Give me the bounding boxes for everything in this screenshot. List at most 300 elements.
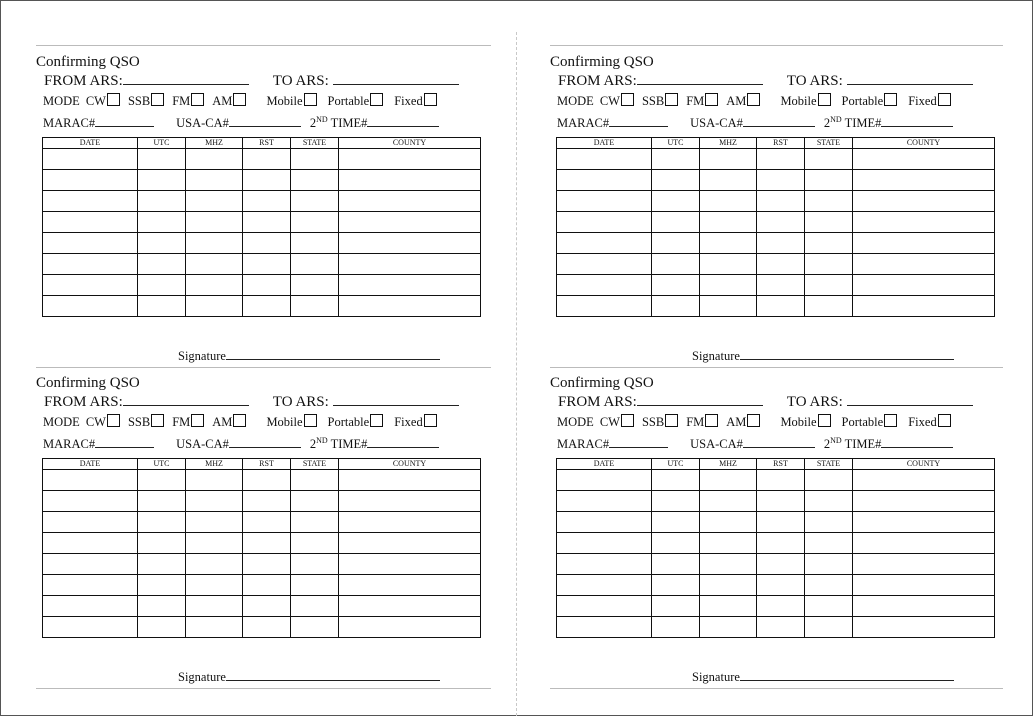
log-cell[interactable] bbox=[186, 491, 243, 512]
log-cell[interactable] bbox=[186, 233, 243, 254]
id-row bbox=[43, 434, 439, 452]
log-cell[interactable] bbox=[138, 575, 186, 596]
checkbox[interactable] bbox=[191, 414, 204, 427]
log-cell[interactable] bbox=[186, 275, 243, 296]
checkbox[interactable] bbox=[818, 414, 831, 427]
checkbox[interactable] bbox=[370, 414, 383, 427]
mode-option-fm[interactable] bbox=[686, 414, 718, 430]
log-cell[interactable] bbox=[853, 233, 995, 254]
log-cell[interactable] bbox=[700, 596, 757, 617]
mode-option-cw[interactable] bbox=[600, 93, 634, 109]
log-cell[interactable] bbox=[291, 275, 339, 296]
log-cell[interactable] bbox=[186, 212, 243, 233]
log-cell[interactable] bbox=[853, 554, 995, 575]
qso-log-table bbox=[42, 458, 481, 638]
log-cell[interactable] bbox=[43, 254, 138, 275]
log-cell[interactable] bbox=[243, 191, 291, 212]
log-cell[interactable] bbox=[43, 491, 138, 512]
log-cell[interactable] bbox=[805, 212, 853, 233]
checkbox[interactable] bbox=[665, 414, 678, 427]
log-cell[interactable] bbox=[43, 275, 138, 296]
log-cell[interactable] bbox=[43, 575, 138, 596]
log-cell[interactable] bbox=[339, 491, 481, 512]
log-cell[interactable] bbox=[339, 296, 481, 317]
log-cell[interactable] bbox=[805, 170, 853, 191]
checkbox[interactable] bbox=[424, 414, 437, 427]
log-cell[interactable] bbox=[757, 233, 805, 254]
marac-field[interactable] bbox=[95, 434, 154, 448]
log-cell[interactable] bbox=[652, 491, 700, 512]
log-cell[interactable] bbox=[700, 512, 757, 533]
usaca-field[interactable] bbox=[743, 434, 815, 448]
signature-field[interactable] bbox=[740, 347, 954, 360]
mode-option-ssb[interactable] bbox=[642, 93, 678, 109]
log-cell[interactable] bbox=[138, 596, 186, 617]
log-cell[interactable] bbox=[557, 575, 652, 596]
marac-field[interactable] bbox=[609, 113, 668, 127]
log-cell[interactable] bbox=[339, 533, 481, 554]
log-cell[interactable] bbox=[339, 254, 481, 275]
log-cell[interactable] bbox=[700, 575, 757, 596]
column-header-utc: UTC bbox=[652, 459, 700, 470]
checkbox[interactable] bbox=[304, 414, 317, 427]
mode-option-fm[interactable] bbox=[172, 93, 204, 109]
checkbox[interactable] bbox=[818, 93, 831, 106]
log-cell[interactable] bbox=[805, 554, 853, 575]
log-cell[interactable] bbox=[339, 275, 481, 296]
log-cell[interactable] bbox=[757, 191, 805, 212]
log-cell[interactable] bbox=[853, 491, 995, 512]
mode-option-am[interactable] bbox=[726, 414, 760, 430]
checkbox[interactable] bbox=[938, 93, 951, 106]
usaca-field[interactable] bbox=[229, 113, 301, 127]
log-cell[interactable] bbox=[43, 233, 138, 254]
time-field[interactable] bbox=[367, 434, 439, 448]
qsl-card bbox=[550, 53, 1006, 373]
log-cell[interactable] bbox=[339, 233, 481, 254]
log-cell[interactable] bbox=[339, 596, 481, 617]
from-ars-label: FROM ARS: bbox=[44, 394, 123, 410]
log-cell[interactable] bbox=[291, 512, 339, 533]
log-cell[interactable] bbox=[186, 575, 243, 596]
checkbox[interactable] bbox=[705, 414, 718, 427]
log-cell[interactable] bbox=[339, 191, 481, 212]
table-row bbox=[43, 296, 481, 317]
log-cell[interactable] bbox=[243, 296, 291, 317]
station-option-portable[interactable] bbox=[842, 93, 898, 109]
log-cell[interactable] bbox=[700, 617, 757, 638]
log-cell[interactable] bbox=[138, 149, 186, 170]
log-cell[interactable] bbox=[186, 170, 243, 191]
log-cell[interactable] bbox=[557, 212, 652, 233]
checkbox[interactable] bbox=[884, 93, 897, 106]
log-cell[interactable] bbox=[557, 554, 652, 575]
log-cell[interactable] bbox=[243, 212, 291, 233]
log-cell[interactable] bbox=[700, 491, 757, 512]
log-cell[interactable] bbox=[757, 596, 805, 617]
log-cell[interactable] bbox=[652, 170, 700, 191]
log-cell[interactable] bbox=[805, 575, 853, 596]
log-cell[interactable] bbox=[652, 554, 700, 575]
log-cell[interactable] bbox=[557, 512, 652, 533]
signature-field[interactable] bbox=[226, 347, 440, 360]
mode-row bbox=[43, 414, 437, 430]
log-cell[interactable] bbox=[186, 191, 243, 212]
log-cell[interactable] bbox=[757, 617, 805, 638]
log-cell[interactable] bbox=[243, 596, 291, 617]
log-cell[interactable] bbox=[652, 233, 700, 254]
log-cell[interactable] bbox=[805, 596, 853, 617]
log-cell[interactable] bbox=[757, 533, 805, 554]
log-cell[interactable] bbox=[557, 533, 652, 554]
from-ars-field[interactable] bbox=[637, 392, 763, 406]
log-cell[interactable] bbox=[291, 296, 339, 317]
from-ars-field[interactable] bbox=[123, 71, 249, 85]
log-cell[interactable] bbox=[652, 275, 700, 296]
mode-option-fm[interactable] bbox=[172, 414, 204, 430]
log-cell[interactable] bbox=[652, 533, 700, 554]
log-cell[interactable] bbox=[291, 617, 339, 638]
log-cell[interactable] bbox=[853, 149, 995, 170]
log-cell[interactable] bbox=[652, 296, 700, 317]
checkbox[interactable] bbox=[151, 93, 164, 106]
log-cell[interactable] bbox=[700, 170, 757, 191]
from-ars-field[interactable] bbox=[637, 71, 763, 85]
log-cell[interactable] bbox=[243, 617, 291, 638]
log-cell[interactable] bbox=[339, 554, 481, 575]
station-option-label: Fixed bbox=[908, 94, 937, 108]
usaca-field[interactable] bbox=[229, 434, 301, 448]
to-ars-label: TO ARS: bbox=[272, 394, 329, 410]
log-cell[interactable] bbox=[186, 554, 243, 575]
log-cell[interactable] bbox=[186, 512, 243, 533]
log-cell[interactable] bbox=[557, 296, 652, 317]
log-cell[interactable] bbox=[700, 470, 757, 491]
log-cell[interactable] bbox=[805, 617, 853, 638]
log-cell[interactable] bbox=[138, 191, 186, 212]
log-cell[interactable] bbox=[805, 191, 853, 212]
log-cell[interactable] bbox=[557, 617, 652, 638]
log-cell[interactable] bbox=[291, 533, 339, 554]
mode-row bbox=[557, 414, 951, 430]
checkbox[interactable] bbox=[884, 414, 897, 427]
log-cell[interactable] bbox=[138, 491, 186, 512]
mode-option-am[interactable] bbox=[212, 414, 246, 430]
table-row bbox=[557, 512, 995, 533]
log-cell[interactable] bbox=[757, 212, 805, 233]
log-cell[interactable] bbox=[138, 554, 186, 575]
log-cell[interactable] bbox=[138, 470, 186, 491]
log-cell[interactable] bbox=[243, 575, 291, 596]
id-row bbox=[43, 113, 439, 131]
station-option-portable[interactable] bbox=[328, 93, 384, 109]
log-cell[interactable] bbox=[138, 170, 186, 191]
log-cell[interactable] bbox=[291, 170, 339, 191]
log-cell[interactable] bbox=[138, 254, 186, 275]
station-option-portable[interactable] bbox=[842, 414, 898, 430]
log-cell[interactable] bbox=[43, 512, 138, 533]
log-cell[interactable] bbox=[652, 512, 700, 533]
mode-option-label: CW bbox=[85, 94, 106, 108]
station-option-fixed[interactable] bbox=[908, 414, 950, 430]
log-cell[interactable] bbox=[700, 275, 757, 296]
log-cell[interactable] bbox=[291, 254, 339, 275]
log-cell[interactable] bbox=[700, 296, 757, 317]
checkbox[interactable] bbox=[233, 93, 246, 106]
qso-log-table bbox=[556, 137, 995, 317]
log-cell[interactable] bbox=[557, 275, 652, 296]
marac-field[interactable] bbox=[95, 113, 154, 127]
log-cell[interactable] bbox=[757, 170, 805, 191]
log-cell[interactable] bbox=[138, 212, 186, 233]
mode-option-ssb[interactable] bbox=[128, 414, 164, 430]
usaca-field[interactable] bbox=[743, 113, 815, 127]
mode-option-ssb[interactable] bbox=[642, 414, 678, 430]
usaca-label: USA-CA# bbox=[176, 437, 229, 451]
log-cell[interactable] bbox=[700, 212, 757, 233]
log-cell[interactable] bbox=[700, 254, 757, 275]
column-header-date: DATE bbox=[557, 138, 652, 149]
log-cell[interactable] bbox=[43, 554, 138, 575]
column-header-county: COUNTY bbox=[853, 138, 995, 149]
mode-option-cw[interactable] bbox=[600, 414, 634, 430]
checkbox[interactable] bbox=[621, 93, 634, 106]
log-cell[interactable] bbox=[291, 149, 339, 170]
log-cell[interactable] bbox=[291, 233, 339, 254]
log-cell[interactable] bbox=[557, 254, 652, 275]
log-cell[interactable] bbox=[43, 470, 138, 491]
log-cell[interactable] bbox=[138, 617, 186, 638]
station-option-fixed[interactable] bbox=[394, 93, 436, 109]
mode-option-fm[interactable] bbox=[686, 93, 718, 109]
log-cell[interactable] bbox=[757, 512, 805, 533]
log-cell[interactable] bbox=[805, 149, 853, 170]
station-option-mobile[interactable] bbox=[266, 93, 316, 109]
log-cell[interactable] bbox=[853, 575, 995, 596]
log-cell[interactable] bbox=[853, 191, 995, 212]
station-option-fixed[interactable] bbox=[394, 414, 436, 430]
checkbox[interactable] bbox=[621, 414, 634, 427]
to-ars-field[interactable] bbox=[333, 392, 459, 406]
log-cell[interactable] bbox=[186, 149, 243, 170]
log-cell[interactable] bbox=[757, 575, 805, 596]
log-cell[interactable] bbox=[339, 149, 481, 170]
log-cell[interactable] bbox=[853, 617, 995, 638]
log-cell[interactable] bbox=[138, 275, 186, 296]
checkbox[interactable] bbox=[107, 93, 120, 106]
log-cell[interactable] bbox=[291, 191, 339, 212]
log-cell[interactable] bbox=[700, 149, 757, 170]
signature-field[interactable] bbox=[226, 668, 440, 681]
log-cell[interactable] bbox=[243, 275, 291, 296]
log-cell[interactable] bbox=[805, 512, 853, 533]
checkbox[interactable] bbox=[233, 414, 246, 427]
log-cell[interactable] bbox=[652, 575, 700, 596]
log-cell[interactable] bbox=[243, 512, 291, 533]
log-cell[interactable] bbox=[186, 296, 243, 317]
log-cell[interactable] bbox=[652, 149, 700, 170]
log-cell[interactable] bbox=[291, 596, 339, 617]
log-cell[interactable] bbox=[339, 512, 481, 533]
log-cell[interactable] bbox=[853, 296, 995, 317]
log-cell[interactable] bbox=[557, 596, 652, 617]
log-cell[interactable] bbox=[652, 254, 700, 275]
log-cell[interactable] bbox=[853, 275, 995, 296]
log-cell[interactable] bbox=[700, 233, 757, 254]
station-option-portable[interactable] bbox=[328, 414, 384, 430]
log-cell[interactable] bbox=[138, 533, 186, 554]
marac-field[interactable] bbox=[609, 434, 668, 448]
to-ars-field[interactable] bbox=[847, 392, 973, 406]
log-cell[interactable] bbox=[805, 275, 853, 296]
log-cell[interactable] bbox=[557, 491, 652, 512]
log-cell[interactable] bbox=[805, 533, 853, 554]
column-header-date: DATE bbox=[43, 459, 138, 470]
signature-field[interactable] bbox=[740, 668, 954, 681]
log-cell[interactable] bbox=[853, 533, 995, 554]
log-cell[interactable] bbox=[339, 212, 481, 233]
log-cell[interactable] bbox=[243, 491, 291, 512]
log-cell[interactable] bbox=[43, 533, 138, 554]
log-cell[interactable] bbox=[853, 254, 995, 275]
log-cell[interactable] bbox=[757, 491, 805, 512]
log-cell[interactable] bbox=[243, 533, 291, 554]
to-ars-field[interactable] bbox=[333, 71, 459, 85]
log-cell[interactable] bbox=[43, 296, 138, 317]
log-cell[interactable] bbox=[138, 233, 186, 254]
log-cell[interactable] bbox=[700, 533, 757, 554]
log-cell[interactable] bbox=[853, 170, 995, 191]
time-field[interactable] bbox=[881, 113, 953, 127]
mode-option-ssb[interactable] bbox=[128, 93, 164, 109]
checkbox[interactable] bbox=[151, 414, 164, 427]
log-cell[interactable] bbox=[557, 149, 652, 170]
log-cell[interactable] bbox=[805, 470, 853, 491]
checkbox[interactable] bbox=[665, 93, 678, 106]
log-cell[interactable] bbox=[43, 212, 138, 233]
log-cell[interactable] bbox=[700, 554, 757, 575]
log-cell[interactable] bbox=[186, 533, 243, 554]
log-cell[interactable] bbox=[853, 212, 995, 233]
log-cell[interactable] bbox=[757, 254, 805, 275]
log-cell[interactable] bbox=[700, 191, 757, 212]
second-prefix: 2 bbox=[823, 437, 831, 451]
log-cell[interactable] bbox=[291, 212, 339, 233]
log-cell[interactable] bbox=[291, 470, 339, 491]
log-cell[interactable] bbox=[652, 596, 700, 617]
checkbox[interactable] bbox=[370, 93, 383, 106]
log-cell[interactable] bbox=[243, 254, 291, 275]
table-row bbox=[557, 191, 995, 212]
column-header-state: STATE bbox=[805, 459, 853, 470]
mode-option-am[interactable] bbox=[212, 93, 246, 109]
log-cell[interactable] bbox=[43, 170, 138, 191]
log-cell[interactable] bbox=[652, 617, 700, 638]
log-cell[interactable] bbox=[186, 596, 243, 617]
column-header-rst: RST bbox=[757, 459, 805, 470]
log-cell[interactable] bbox=[757, 149, 805, 170]
station-option-mobile[interactable] bbox=[780, 414, 830, 430]
checkbox[interactable] bbox=[747, 414, 760, 427]
log-cell[interactable] bbox=[243, 233, 291, 254]
checkbox[interactable] bbox=[747, 93, 760, 106]
log-cell[interactable] bbox=[805, 491, 853, 512]
checkbox[interactable] bbox=[705, 93, 718, 106]
log-cell[interactable] bbox=[43, 617, 138, 638]
log-cell[interactable] bbox=[557, 233, 652, 254]
to-ars-field[interactable] bbox=[847, 71, 973, 85]
mode-option-cw[interactable] bbox=[86, 93, 120, 109]
log-cell[interactable] bbox=[291, 491, 339, 512]
table-row bbox=[557, 254, 995, 275]
log-cell[interactable] bbox=[757, 296, 805, 317]
log-cell[interactable] bbox=[757, 470, 805, 491]
station-option-mobile[interactable] bbox=[780, 93, 830, 109]
log-cell[interactable] bbox=[138, 296, 186, 317]
log-cell[interactable] bbox=[652, 470, 700, 491]
log-cell[interactable] bbox=[291, 575, 339, 596]
log-cell[interactable] bbox=[339, 575, 481, 596]
time-field[interactable] bbox=[881, 434, 953, 448]
log-cell[interactable] bbox=[652, 212, 700, 233]
checkbox[interactable] bbox=[938, 414, 951, 427]
time-field[interactable] bbox=[367, 113, 439, 127]
log-cell[interactable] bbox=[43, 596, 138, 617]
log-cell[interactable] bbox=[339, 170, 481, 191]
log-cell[interactable] bbox=[43, 149, 138, 170]
log-cell[interactable] bbox=[243, 170, 291, 191]
checkbox[interactable] bbox=[107, 414, 120, 427]
mode-option-am[interactable] bbox=[726, 93, 760, 109]
log-cell[interactable] bbox=[291, 554, 339, 575]
log-cell[interactable] bbox=[853, 596, 995, 617]
checkbox[interactable] bbox=[191, 93, 204, 106]
column-header-rst: RST bbox=[757, 138, 805, 149]
log-cell[interactable] bbox=[339, 470, 481, 491]
log-cell[interactable] bbox=[805, 254, 853, 275]
log-cell[interactable] bbox=[652, 191, 700, 212]
station-option-label: Mobile bbox=[780, 415, 817, 429]
log-cell[interactable] bbox=[243, 554, 291, 575]
log-cell[interactable] bbox=[557, 470, 652, 491]
log-cell[interactable] bbox=[805, 233, 853, 254]
checkbox[interactable] bbox=[424, 93, 437, 106]
log-cell[interactable] bbox=[757, 275, 805, 296]
from-ars-field[interactable] bbox=[123, 392, 249, 406]
log-cell[interactable] bbox=[339, 617, 481, 638]
log-cell[interactable] bbox=[243, 149, 291, 170]
log-cell[interactable] bbox=[186, 470, 243, 491]
log-cell[interactable] bbox=[43, 191, 138, 212]
checkbox[interactable] bbox=[304, 93, 317, 106]
mode-option-label: FM bbox=[172, 94, 191, 108]
usaca-label: USA-CA# bbox=[690, 437, 743, 451]
log-cell[interactable] bbox=[186, 254, 243, 275]
station-option-fixed[interactable] bbox=[908, 93, 950, 109]
log-cell[interactable] bbox=[557, 191, 652, 212]
log-cell[interactable] bbox=[138, 512, 186, 533]
mode-option-cw[interactable] bbox=[86, 414, 120, 430]
log-cell[interactable] bbox=[757, 554, 805, 575]
station-option-mobile[interactable] bbox=[266, 414, 316, 430]
log-cell[interactable] bbox=[243, 470, 291, 491]
log-cell[interactable] bbox=[853, 470, 995, 491]
usaca-label: USA-CA# bbox=[690, 116, 743, 130]
log-cell[interactable] bbox=[853, 512, 995, 533]
log-cell[interactable] bbox=[805, 296, 853, 317]
log-cell[interactable] bbox=[557, 170, 652, 191]
log-cell[interactable] bbox=[186, 617, 243, 638]
